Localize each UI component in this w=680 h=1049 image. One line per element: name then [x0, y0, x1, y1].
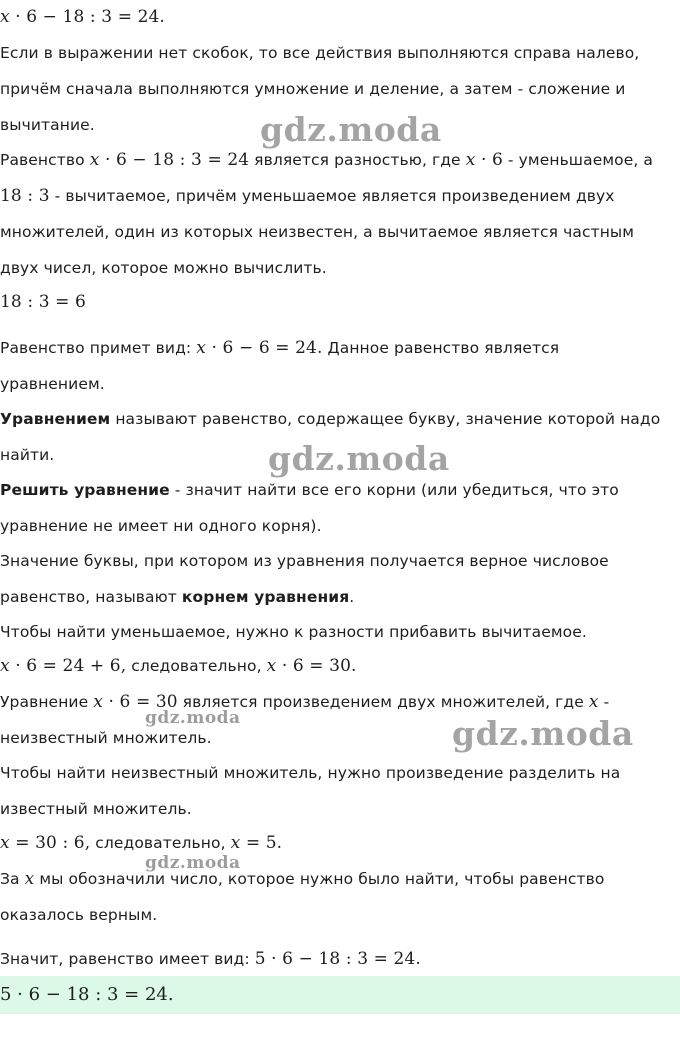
equation-line: [0, 655, 357, 677]
math-inline: x = 30 : 6,: [0, 833, 91, 853]
math-inline: x = 5.: [230, 833, 283, 853]
watermark-logo: gdz.moda: [452, 714, 634, 753]
text-line: [0, 185, 615, 207]
text-fragment: Равенство: [0, 151, 90, 169]
text-line: оказалось верным.: [0, 906, 158, 924]
text-line: уравнение не имеет ни одного корня).: [0, 517, 322, 535]
text-fragment: - значит найти все его корни (или убедиться, что это: [169, 481, 619, 499]
math-inline: 5 · 6 − 18 : 3 = 24.: [254, 949, 421, 969]
text-fragment: равенство, называют: [0, 588, 182, 606]
equation-line: 18 : 3 = 6: [0, 292, 86, 312]
text-fragment: Уравнение: [0, 693, 94, 711]
text-line: известный множитель.: [0, 800, 192, 818]
text-fragment: За: [0, 870, 25, 888]
text-fragment: следовательно,: [126, 657, 267, 675]
watermark-logo: gdz.moda: [145, 853, 241, 873]
text-fragment: Равенство примет вид:: [0, 339, 197, 357]
math-inline: x: [588, 692, 599, 712]
text-line: Если в выражении нет скобок, то все действия выполняются справа налево,: [0, 44, 640, 62]
watermark-logo: gdz.moda: [260, 110, 442, 149]
text-line: [0, 948, 421, 970]
text-line: уравнением.: [0, 375, 105, 393]
term-bold: Уравнением: [0, 410, 111, 428]
text-line: Чтобы найти неизвестный множитель, нужно произведение разделить на: [0, 764, 621, 782]
math-inline: x · 6: [465, 150, 503, 170]
text-fragment: мы обозначили число, которое нужно было найти, чтобы равенство: [34, 870, 605, 888]
equation-line: x · 6 − 18 : 3 = 24.: [0, 7, 165, 27]
math-inline: x · 6 = 24 + 6,: [0, 656, 127, 676]
text-line: Значение буквы, при котором из уравнения получается верное числовое: [0, 552, 609, 570]
math-inline: 18 : 3: [0, 186, 50, 206]
text-line: множителей, один из которых неизвестен, а вычитаемое является частным: [0, 223, 635, 241]
text-fragment: следовательно,: [90, 834, 231, 852]
math-inline: x · 6 − 18 : 3 = 24: [89, 150, 250, 170]
text-line: двух чисел, которое можно вычислить.: [0, 259, 327, 277]
text-line: вычитание.: [0, 116, 95, 134]
definition-line: [0, 408, 660, 430]
text-fragment: является разностью, где: [249, 151, 466, 169]
text-line: [0, 691, 609, 713]
text-fragment: -: [598, 693, 610, 711]
text-line: Чтобы найти уменьшаемое, нужно к разности прибавить вычитаемое.: [0, 623, 587, 641]
definition-line: [0, 586, 354, 608]
watermark-logo: gdz.moda: [268, 439, 450, 478]
term-bold: корнем уравнения: [181, 588, 350, 606]
text-fragment: Данное равенство является: [322, 339, 560, 357]
math-inline: x: [24, 869, 35, 889]
text-line: [0, 868, 604, 890]
math-inline: x · 6 = 30: [93, 692, 178, 712]
text-fragment: - уменьшаемое, а: [502, 151, 653, 169]
math-inline: x · 6 = 30.: [266, 656, 357, 676]
term-bold: Решить уравнение: [0, 481, 170, 499]
text-line: [0, 337, 559, 359]
text-fragment: называют равенство, содержащее букву, значение которой надо: [110, 410, 661, 428]
watermark-logo: gdz.moda: [145, 708, 241, 728]
text-fragment: - вычитаемое, причём уменьшаемое является произведением двух: [49, 187, 615, 205]
math-inline: x · 6 − 6 = 24.: [196, 338, 323, 358]
definition-line: [0, 479, 619, 501]
text-line: [0, 149, 653, 171]
text-line: неизвестный множитель.: [0, 729, 212, 747]
text-fragment: .: [349, 588, 355, 606]
text-line: причём сначала выполняются умножение и деление, а затем - сложение и: [0, 80, 626, 98]
text-line: найти.: [0, 446, 55, 464]
equation-line: [0, 832, 282, 854]
answer-equation: 5 · 6 − 18 : 3 = 24.: [0, 984, 174, 1005]
text-fragment: является произведением двух множителей, где: [177, 693, 589, 711]
text-fragment: Значит, равенство имеет вид:: [0, 950, 255, 968]
